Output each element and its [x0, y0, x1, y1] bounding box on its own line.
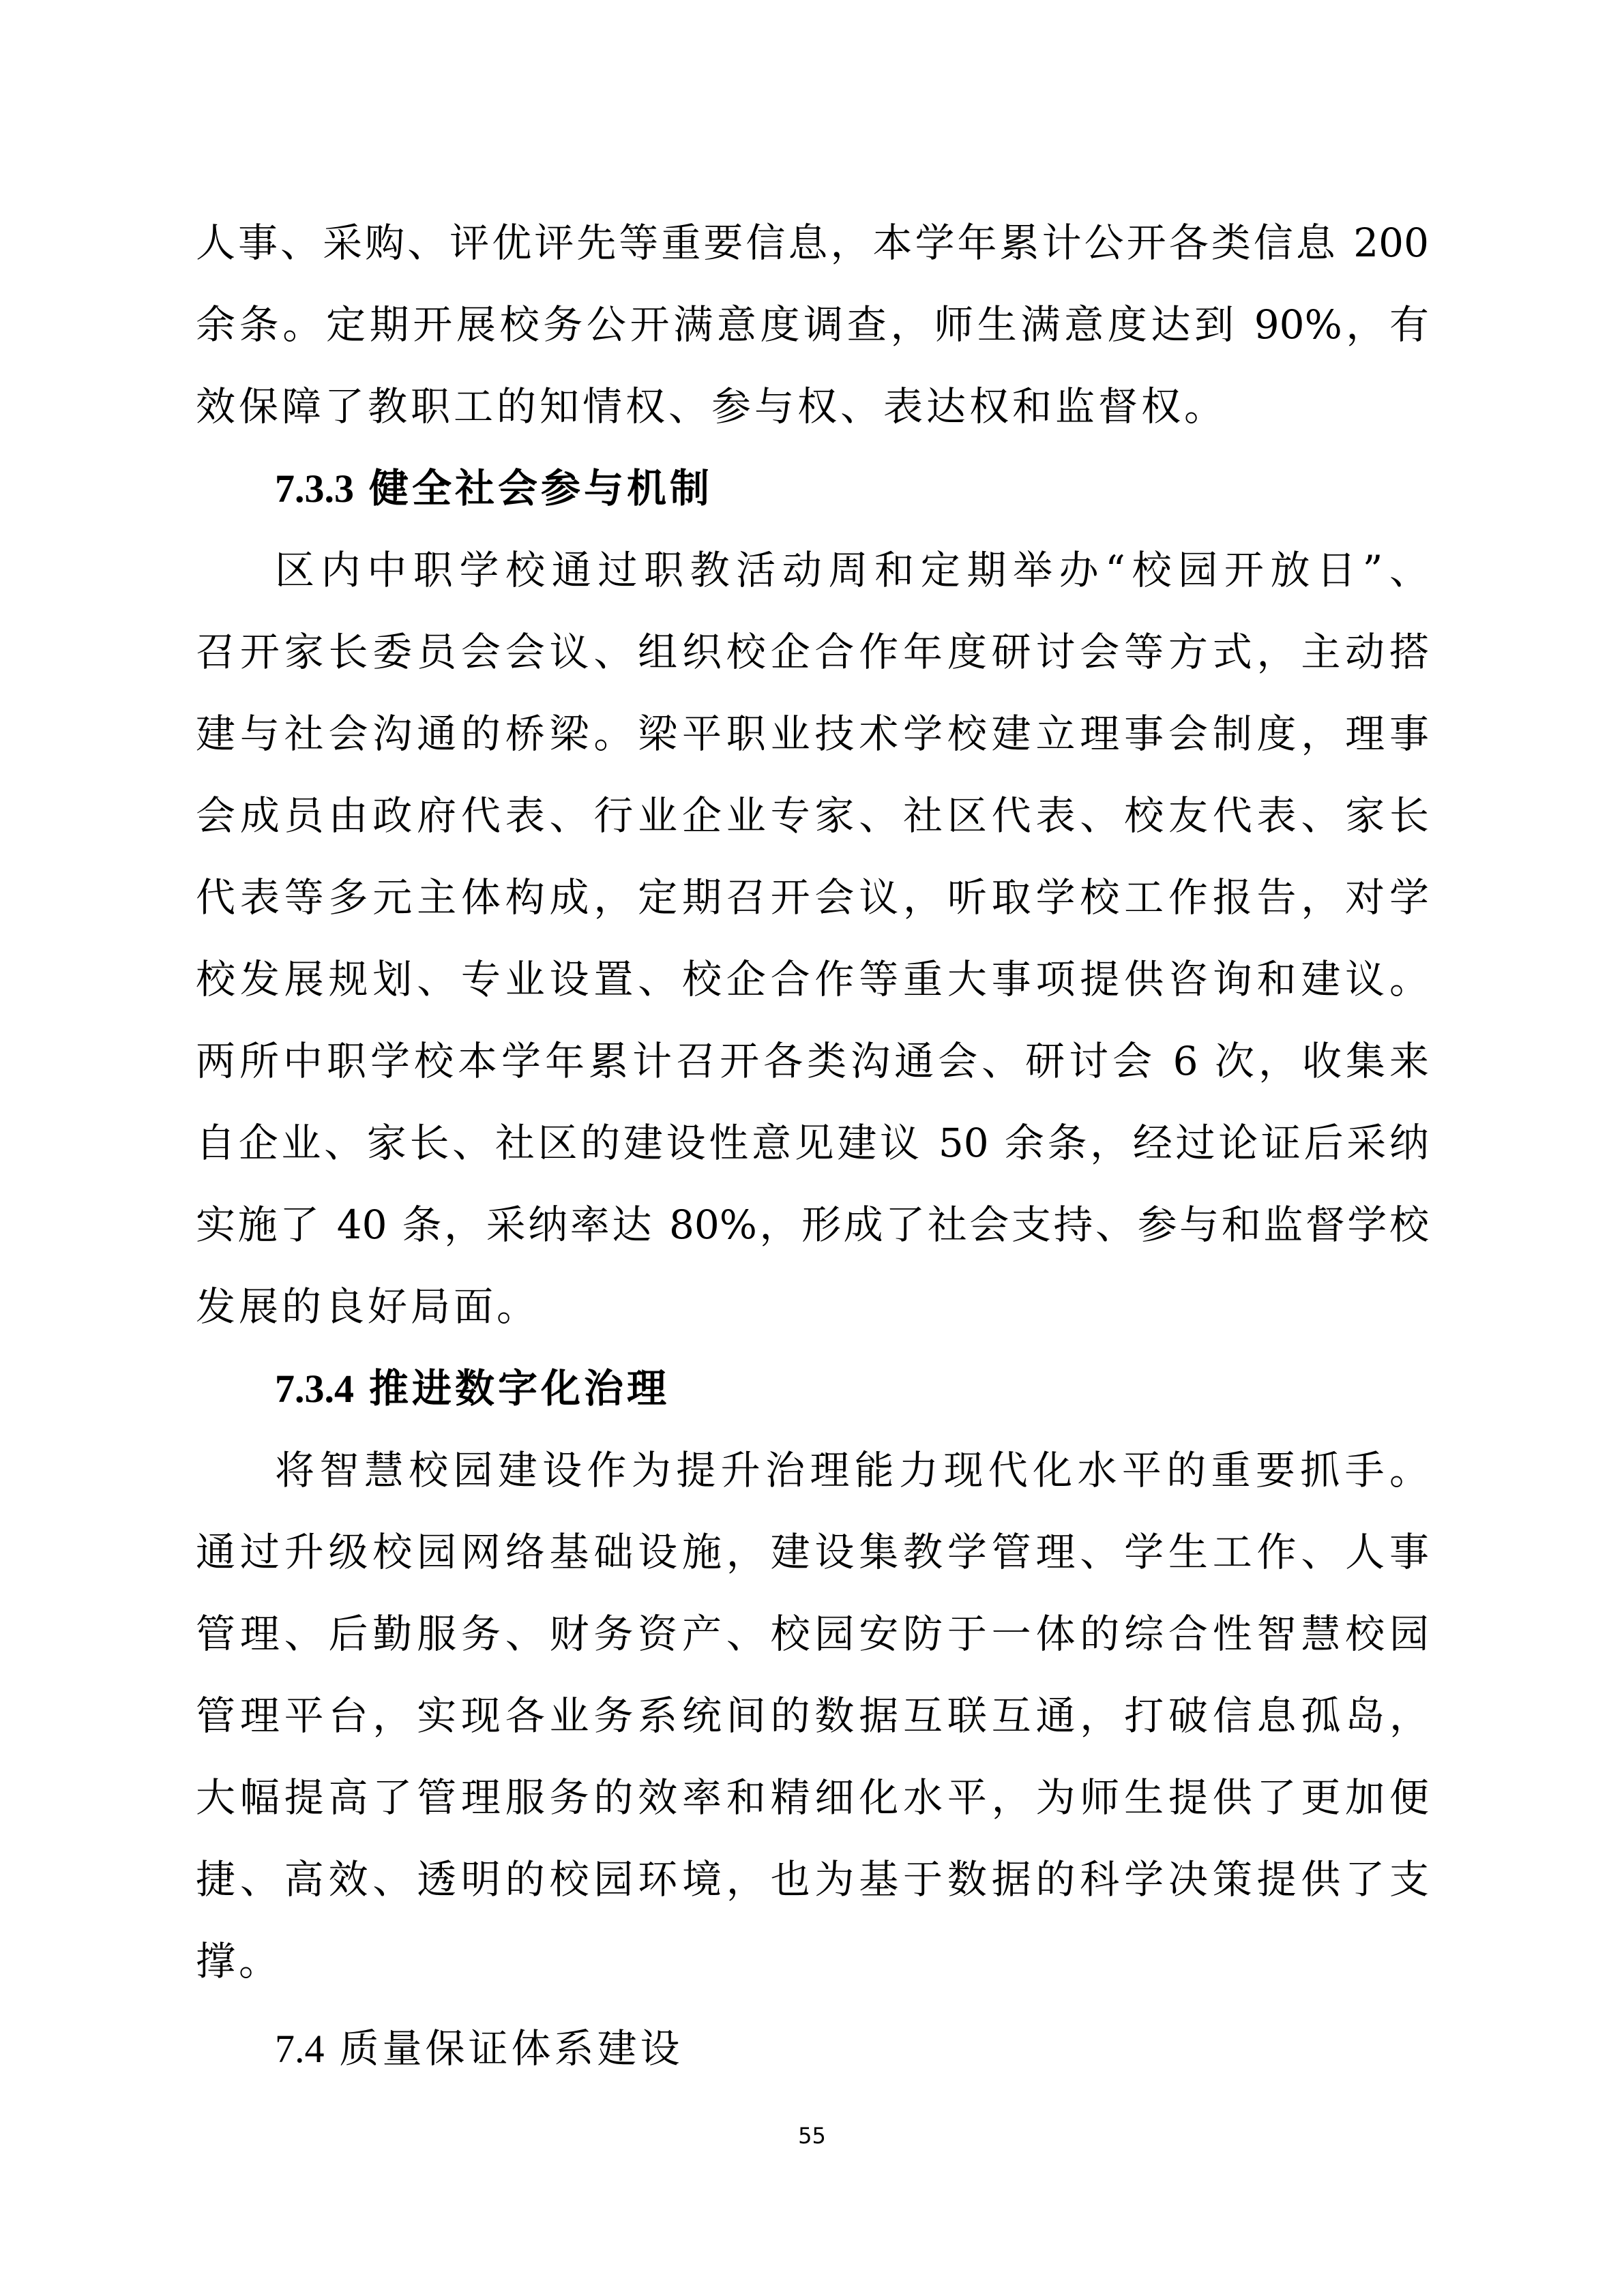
- text-line: 将智慧校园建设作为提升治理能力现代化水平的重要抓手。: [275, 1447, 1429, 1493]
- text-line: 实施了 40 条，采纳率达 80%，形成了社会支持、参与和监督学校: [196, 1202, 1429, 1248]
- paragraph-social-participation: [196, 529, 1429, 1347]
- section-title: 健全社会参与机制: [369, 465, 713, 511]
- text-line: 召开家长委员会会议、组织校企合作年度研讨会等方式，主动搭: [196, 629, 1429, 675]
- section-number: 7.3.4: [275, 1367, 354, 1411]
- section-title: 推进数字化治理: [369, 1365, 670, 1412]
- text-line: 会成员由政府代表、行业企业专家、社区代表、校友代表、家长: [196, 792, 1429, 839]
- text-line: 撑。: [196, 1938, 282, 1984]
- section-heading-7-3-4: [196, 1347, 1429, 1429]
- section-number: 7.3.3: [275, 466, 354, 511]
- section-number: 7.4: [275, 2027, 325, 2071]
- text-line: 建与社会沟通的桥梁。梁平职业技术学校建立理事会制度，理事: [196, 711, 1429, 757]
- section-heading-7-4: [196, 2008, 1429, 2089]
- text-line: 捷、高效、透明的校园环境，也为基于数据的科学决策提供了支: [196, 1856, 1429, 1903]
- text-line: 余条。定期开展校务公开满意度调查，师生满意度达到 90%，有: [196, 301, 1429, 348]
- text-line: 自企业、家长、社区的建设性意见建议 50 余条，经过论证后采纳: [196, 1120, 1429, 1166]
- text-line: 校发展规划、专业设置、校企合作等重大事项提供咨询和建议。: [196, 956, 1429, 1002]
- text-line: 两所中职学校本学年累计召开各类沟通会、研讨会 6 次，收集来: [196, 1038, 1429, 1084]
- text-line: 代表等多元主体构成，定期召开会议，听取学校工作报告，对学: [196, 874, 1429, 921]
- text-line: 通过升级校园网络基础设施，建设集教学管理、学生工作、人事: [196, 1529, 1429, 1575]
- text-line: 发展的良好局面。: [196, 1283, 540, 1330]
- paragraph-digital-governance: [196, 1429, 1429, 2002]
- text-line: 管理平台，实现各业务系统间的数据互联互通，打破信息孤岛，: [196, 1693, 1429, 1739]
- section-heading-7-3-3: [196, 447, 1429, 529]
- document-page: [196, 202, 1429, 2089]
- text-line: 管理、后勤服务、财务资产、校园安防于一体的综合性智慧校园: [196, 1611, 1429, 1657]
- text-line: 区内中职学校通过职教活动周和定期举办“校园开放日”、: [275, 547, 1429, 593]
- text-line: 人事、采购、评优评先等重要信息，本学年累计公开各类信息 200: [196, 220, 1429, 266]
- section-title: 质量保证体系建设: [339, 2025, 683, 2072]
- paragraph-continuation: [196, 202, 1429, 447]
- text-line: 效保障了教职工的知情权、参与权、表达权和监督权。: [196, 383, 1228, 430]
- text-line: 大幅提高了管理服务的效率和精细化水平，为师生提供了更加便: [196, 1774, 1429, 1821]
- page-number: 55: [798, 2123, 826, 2149]
